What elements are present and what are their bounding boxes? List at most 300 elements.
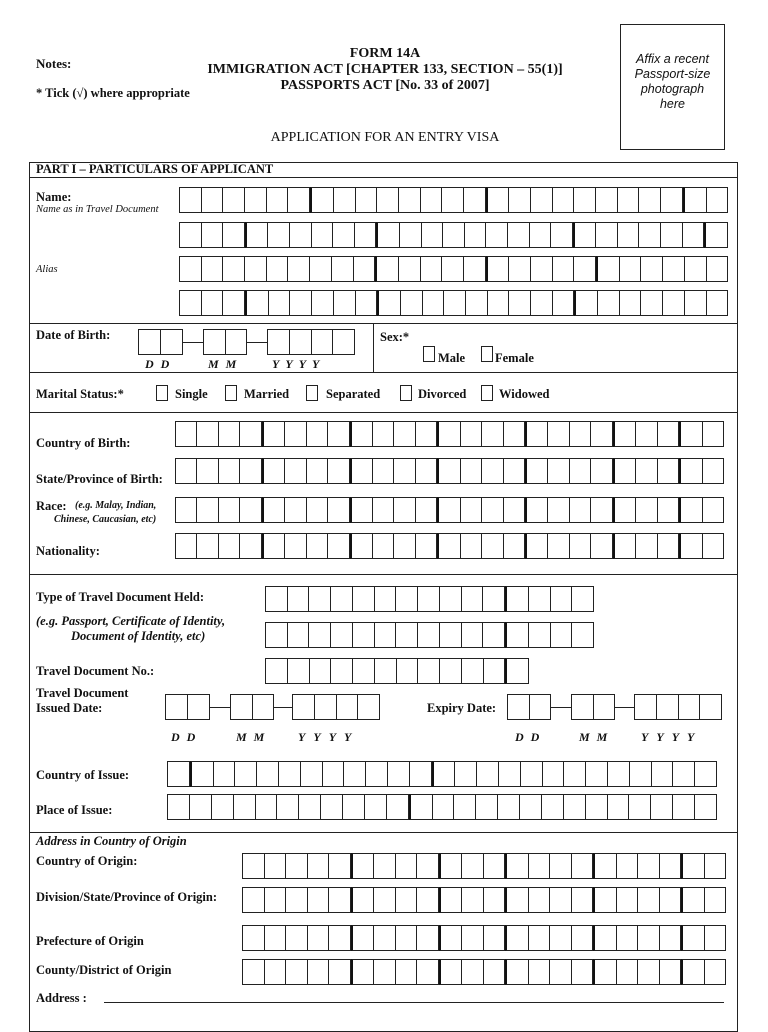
- marital-separated-checkbox[interactable]: [306, 385, 318, 401]
- character-box[interactable]: [343, 794, 365, 820]
- character-box[interactable]: [331, 586, 353, 612]
- character-box[interactable]: [440, 658, 462, 684]
- issued-year[interactable]: [292, 694, 380, 720]
- race-boxes[interactable]: [175, 497, 724, 523]
- character-box[interactable]: [509, 187, 531, 213]
- character-box[interactable]: [234, 794, 256, 820]
- character-box[interactable]: [505, 959, 529, 985]
- character-box[interactable]: [321, 794, 343, 820]
- character-box[interactable]: [530, 694, 552, 720]
- character-box[interactable]: [265, 887, 287, 913]
- character-box[interactable]: [707, 256, 729, 282]
- character-box[interactable]: [167, 761, 190, 787]
- character-box[interactable]: [269, 290, 291, 316]
- character-box[interactable]: [179, 187, 202, 213]
- character-box[interactable]: [525, 497, 548, 523]
- prefecture-boxes[interactable]: [242, 925, 726, 951]
- character-box[interactable]: [262, 497, 285, 523]
- division-boxes[interactable]: [242, 887, 726, 913]
- character-box[interactable]: [462, 925, 484, 951]
- character-box[interactable]: [267, 329, 290, 355]
- character-box[interactable]: [374, 853, 396, 879]
- character-box[interactable]: [681, 887, 705, 913]
- character-box[interactable]: [608, 794, 630, 820]
- character-box[interactable]: [570, 497, 591, 523]
- character-box[interactable]: [286, 925, 308, 951]
- sex-male-checkbox[interactable]: [423, 346, 435, 362]
- character-box[interactable]: [462, 853, 484, 879]
- character-box[interactable]: [350, 533, 373, 559]
- character-box[interactable]: [288, 256, 310, 282]
- character-box[interactable]: [418, 658, 440, 684]
- character-box[interactable]: [267, 256, 289, 282]
- character-box[interactable]: [617, 959, 639, 985]
- character-box[interactable]: [551, 222, 573, 248]
- character-box[interactable]: [543, 761, 565, 787]
- character-box[interactable]: [486, 256, 510, 282]
- character-box[interactable]: [288, 658, 310, 684]
- character-box[interactable]: [486, 187, 510, 213]
- character-box[interactable]: [464, 187, 486, 213]
- character-box[interactable]: [373, 533, 394, 559]
- character-box[interactable]: [256, 794, 278, 820]
- character-box[interactable]: [353, 658, 375, 684]
- character-box[interactable]: [652, 761, 674, 787]
- character-box[interactable]: [212, 794, 234, 820]
- character-box[interactable]: [286, 959, 308, 985]
- character-box[interactable]: [657, 694, 679, 720]
- character-box[interactable]: [462, 658, 484, 684]
- character-box[interactable]: [594, 694, 616, 720]
- character-box[interactable]: [572, 622, 594, 648]
- character-box[interactable]: [353, 586, 375, 612]
- character-box[interactable]: [484, 887, 506, 913]
- character-box[interactable]: [417, 959, 439, 985]
- character-box[interactable]: [397, 658, 419, 684]
- marital-divorced-checkbox[interactable]: [400, 385, 412, 401]
- character-box[interactable]: [312, 222, 334, 248]
- marital-widowed-checkbox[interactable]: [481, 385, 493, 401]
- character-box[interactable]: [219, 533, 240, 559]
- character-box[interactable]: [703, 533, 724, 559]
- character-box[interactable]: [312, 329, 334, 355]
- character-box[interactable]: [399, 256, 421, 282]
- character-box[interactable]: [593, 925, 617, 951]
- character-box[interactable]: [570, 458, 591, 484]
- character-box[interactable]: [564, 794, 586, 820]
- character-box[interactable]: [504, 458, 525, 484]
- character-box[interactable]: [288, 622, 310, 648]
- character-box[interactable]: [175, 421, 197, 447]
- character-box[interactable]: [197, 421, 218, 447]
- character-box[interactable]: [507, 694, 530, 720]
- character-box[interactable]: [572, 853, 594, 879]
- character-box[interactable]: [351, 887, 375, 913]
- character-box[interactable]: [437, 533, 460, 559]
- character-box[interactable]: [331, 622, 353, 648]
- character-box[interactable]: [617, 925, 639, 951]
- character-box[interactable]: [286, 853, 308, 879]
- character-box[interactable]: [484, 853, 506, 879]
- character-box[interactable]: [483, 622, 505, 648]
- character-box[interactable]: [439, 853, 463, 879]
- character-box[interactable]: [572, 925, 594, 951]
- character-box[interactable]: [465, 222, 487, 248]
- character-box[interactable]: [292, 694, 315, 720]
- character-box[interactable]: [484, 658, 506, 684]
- character-box[interactable]: [530, 222, 552, 248]
- character-box[interactable]: [617, 887, 639, 913]
- character-box[interactable]: [681, 853, 705, 879]
- character-box[interactable]: [203, 329, 226, 355]
- character-box[interactable]: [310, 256, 332, 282]
- character-box[interactable]: [179, 256, 202, 282]
- character-box[interactable]: [355, 222, 377, 248]
- character-box[interactable]: [235, 761, 257, 787]
- character-box[interactable]: [553, 290, 575, 316]
- character-box[interactable]: [165, 694, 188, 720]
- character-box[interactable]: [375, 586, 397, 612]
- country-birth-boxes[interactable]: [175, 421, 724, 447]
- character-box[interactable]: [329, 853, 351, 879]
- character-box[interactable]: [394, 458, 415, 484]
- character-box[interactable]: [550, 959, 572, 985]
- character-box[interactable]: [639, 187, 661, 213]
- issued-day[interactable]: [165, 694, 210, 720]
- character-box[interactable]: [550, 853, 572, 879]
- character-box[interactable]: [265, 658, 288, 684]
- character-box[interactable]: [553, 256, 575, 282]
- character-box[interactable]: [396, 925, 418, 951]
- expiry-day[interactable]: [507, 694, 551, 720]
- character-box[interactable]: [219, 421, 240, 447]
- character-box[interactable]: [440, 622, 462, 648]
- character-box[interactable]: [416, 458, 437, 484]
- character-box[interactable]: [253, 694, 275, 720]
- character-box[interactable]: [705, 959, 727, 985]
- character-box[interactable]: [197, 533, 218, 559]
- character-box[interactable]: [219, 497, 240, 523]
- character-box[interactable]: [598, 290, 620, 316]
- character-box[interactable]: [437, 497, 460, 523]
- character-box[interactable]: [223, 187, 245, 213]
- character-box[interactable]: [223, 222, 245, 248]
- character-box[interactable]: [636, 458, 657, 484]
- character-box[interactable]: [376, 222, 400, 248]
- character-box[interactable]: [591, 497, 612, 523]
- character-box[interactable]: [290, 329, 312, 355]
- character-box[interactable]: [663, 256, 685, 282]
- character-box[interactable]: [190, 761, 214, 787]
- character-box[interactable]: [498, 794, 520, 820]
- character-box[interactable]: [267, 187, 289, 213]
- character-box[interactable]: [358, 694, 380, 720]
- character-box[interactable]: [586, 761, 608, 787]
- character-box[interactable]: [290, 290, 312, 316]
- character-box[interactable]: [574, 256, 596, 282]
- character-box[interactable]: [505, 887, 529, 913]
- character-box[interactable]: [288, 187, 310, 213]
- character-box[interactable]: [505, 658, 529, 684]
- county-boxes[interactable]: [242, 959, 726, 985]
- character-box[interactable]: [223, 290, 245, 316]
- character-box[interactable]: [277, 794, 299, 820]
- character-box[interactable]: [312, 290, 334, 316]
- character-box[interactable]: [462, 586, 484, 612]
- character-box[interactable]: [608, 761, 630, 787]
- character-box[interactable]: [226, 329, 248, 355]
- alias-line-1[interactable]: [179, 256, 728, 282]
- character-box[interactable]: [374, 959, 396, 985]
- character-box[interactable]: [202, 256, 224, 282]
- character-box[interactable]: [265, 959, 287, 985]
- character-box[interactable]: [179, 290, 202, 316]
- character-box[interactable]: [175, 533, 197, 559]
- character-box[interactable]: [661, 222, 683, 248]
- character-box[interactable]: [704, 222, 728, 248]
- character-box[interactable]: [351, 925, 375, 951]
- state-birth-boxes[interactable]: [175, 458, 724, 484]
- character-box[interactable]: [265, 853, 287, 879]
- character-box[interactable]: [703, 497, 724, 523]
- character-box[interactable]: [705, 887, 727, 913]
- character-box[interactable]: [509, 290, 531, 316]
- character-box[interactable]: [660, 853, 682, 879]
- character-box[interactable]: [351, 959, 375, 985]
- character-box[interactable]: [439, 959, 463, 985]
- character-box[interactable]: [572, 586, 594, 612]
- character-box[interactable]: [437, 458, 460, 484]
- nationality-boxes[interactable]: [175, 533, 724, 559]
- character-box[interactable]: [553, 187, 575, 213]
- character-box[interactable]: [548, 497, 569, 523]
- character-box[interactable]: [333, 329, 355, 355]
- character-box[interactable]: [505, 853, 529, 879]
- character-box[interactable]: [240, 421, 261, 447]
- character-box[interactable]: [573, 222, 597, 248]
- character-box[interactable]: [265, 925, 287, 951]
- character-box[interactable]: [685, 290, 707, 316]
- character-box[interactable]: [245, 222, 269, 248]
- character-box[interactable]: [356, 290, 378, 316]
- character-box[interactable]: [613, 533, 636, 559]
- character-box[interactable]: [548, 458, 569, 484]
- character-box[interactable]: [308, 925, 330, 951]
- dob-month[interactable]: [203, 329, 247, 355]
- character-box[interactable]: [679, 497, 702, 523]
- character-box[interactable]: [268, 222, 290, 248]
- character-box[interactable]: [596, 256, 620, 282]
- character-box[interactable]: [350, 458, 373, 484]
- character-box[interactable]: [334, 290, 356, 316]
- character-box[interactable]: [328, 497, 349, 523]
- character-box[interactable]: [333, 222, 355, 248]
- character-box[interactable]: [484, 959, 506, 985]
- character-box[interactable]: [240, 497, 261, 523]
- character-box[interactable]: [462, 622, 484, 648]
- character-box[interactable]: [354, 256, 376, 282]
- character-box[interactable]: [394, 533, 415, 559]
- character-box[interactable]: [328, 421, 349, 447]
- character-box[interactable]: [525, 421, 548, 447]
- dob-year[interactable]: [267, 329, 355, 355]
- character-box[interactable]: [242, 887, 265, 913]
- character-box[interactable]: [285, 533, 306, 559]
- character-box[interactable]: [681, 959, 705, 985]
- character-box[interactable]: [175, 497, 197, 523]
- character-box[interactable]: [190, 794, 212, 820]
- character-box[interactable]: [571, 694, 594, 720]
- character-box[interactable]: [310, 658, 332, 684]
- character-box[interactable]: [455, 761, 477, 787]
- character-box[interactable]: [262, 421, 285, 447]
- character-box[interactable]: [188, 694, 210, 720]
- character-box[interactable]: [265, 622, 288, 648]
- character-box[interactable]: [262, 533, 285, 559]
- character-box[interactable]: [679, 694, 701, 720]
- character-box[interactable]: [591, 421, 612, 447]
- character-box[interactable]: [416, 421, 437, 447]
- character-box[interactable]: [437, 421, 460, 447]
- character-box[interactable]: [202, 290, 224, 316]
- character-box[interactable]: [301, 761, 323, 787]
- character-box[interactable]: [230, 694, 253, 720]
- character-box[interactable]: [328, 533, 349, 559]
- character-box[interactable]: [703, 458, 724, 484]
- character-box[interactable]: [482, 497, 503, 523]
- character-box[interactable]: [394, 497, 415, 523]
- character-box[interactable]: [307, 458, 328, 484]
- expiry-month[interactable]: [571, 694, 615, 720]
- character-box[interactable]: [262, 458, 285, 484]
- character-box[interactable]: [423, 290, 445, 316]
- country-origin-boxes[interactable]: [242, 853, 726, 879]
- character-box[interactable]: [344, 761, 366, 787]
- character-box[interactable]: [508, 222, 530, 248]
- travel-no-boxes[interactable]: [265, 658, 529, 684]
- character-box[interactable]: [660, 887, 682, 913]
- character-box[interactable]: [439, 925, 463, 951]
- character-box[interactable]: [679, 421, 702, 447]
- character-box[interactable]: [618, 187, 640, 213]
- marital-married-checkbox[interactable]: [225, 385, 237, 401]
- character-box[interactable]: [661, 187, 683, 213]
- character-box[interactable]: [329, 925, 351, 951]
- character-box[interactable]: [197, 497, 218, 523]
- character-box[interactable]: [223, 256, 245, 282]
- character-box[interactable]: [373, 458, 394, 484]
- alias-line-2[interactable]: [179, 290, 728, 316]
- place-issue-boxes[interactable]: [167, 794, 717, 820]
- character-box[interactable]: [433, 794, 455, 820]
- character-box[interactable]: [663, 290, 685, 316]
- character-box[interactable]: [651, 794, 673, 820]
- character-box[interactable]: [179, 222, 202, 248]
- character-box[interactable]: [374, 925, 396, 951]
- character-box[interactable]: [525, 458, 548, 484]
- character-box[interactable]: [432, 761, 456, 787]
- character-box[interactable]: [374, 887, 396, 913]
- character-box[interactable]: [257, 761, 279, 787]
- character-box[interactable]: [353, 622, 375, 648]
- character-box[interactable]: [658, 533, 679, 559]
- character-box[interactable]: [464, 256, 486, 282]
- character-box[interactable]: [593, 853, 617, 879]
- character-box[interactable]: [591, 458, 612, 484]
- character-box[interactable]: [285, 497, 306, 523]
- character-box[interactable]: [356, 187, 378, 213]
- character-box[interactable]: [482, 421, 503, 447]
- character-box[interactable]: [531, 187, 553, 213]
- character-box[interactable]: [673, 794, 695, 820]
- character-box[interactable]: [240, 533, 261, 559]
- character-box[interactable]: [409, 794, 433, 820]
- character-box[interactable]: [329, 959, 351, 985]
- character-box[interactable]: [245, 187, 267, 213]
- character-box[interactable]: [242, 925, 265, 951]
- character-box[interactable]: [620, 256, 642, 282]
- character-box[interactable]: [323, 761, 345, 787]
- character-box[interactable]: [591, 533, 612, 559]
- character-box[interactable]: [476, 794, 498, 820]
- character-box[interactable]: [286, 887, 308, 913]
- character-box[interactable]: [482, 533, 503, 559]
- character-box[interactable]: [308, 887, 330, 913]
- character-box[interactable]: [683, 222, 705, 248]
- character-box[interactable]: [488, 290, 510, 316]
- character-box[interactable]: [334, 187, 356, 213]
- character-box[interactable]: [418, 622, 440, 648]
- character-box[interactable]: [630, 761, 652, 787]
- character-box[interactable]: [396, 586, 418, 612]
- character-box[interactable]: [613, 458, 636, 484]
- character-box[interactable]: [529, 853, 551, 879]
- character-box[interactable]: [548, 421, 569, 447]
- character-box[interactable]: [638, 887, 660, 913]
- character-box[interactable]: [416, 497, 437, 523]
- character-box[interactable]: [421, 187, 443, 213]
- character-box[interactable]: [525, 533, 548, 559]
- name-line-2[interactable]: [179, 222, 728, 248]
- character-box[interactable]: [641, 256, 663, 282]
- character-box[interactable]: [700, 694, 722, 720]
- character-box[interactable]: [462, 887, 484, 913]
- character-box[interactable]: [695, 794, 717, 820]
- character-box[interactable]: [461, 421, 482, 447]
- character-box[interactable]: [679, 533, 702, 559]
- character-box[interactable]: [477, 761, 499, 787]
- character-box[interactable]: [529, 959, 551, 985]
- character-box[interactable]: [417, 925, 439, 951]
- character-box[interactable]: [529, 586, 551, 612]
- character-box[interactable]: [572, 887, 594, 913]
- character-box[interactable]: [443, 222, 465, 248]
- character-box[interactable]: [421, 256, 443, 282]
- character-box[interactable]: [309, 586, 331, 612]
- character-box[interactable]: [328, 458, 349, 484]
- character-box[interactable]: [416, 533, 437, 559]
- character-box[interactable]: [531, 256, 553, 282]
- character-box[interactable]: [586, 794, 608, 820]
- character-box[interactable]: [636, 421, 657, 447]
- character-box[interactable]: [279, 761, 301, 787]
- character-box[interactable]: [613, 497, 636, 523]
- character-box[interactable]: [531, 290, 553, 316]
- character-box[interactable]: [377, 290, 401, 316]
- issued-month[interactable]: [230, 694, 274, 720]
- character-box[interactable]: [440, 586, 462, 612]
- character-box[interactable]: [596, 187, 618, 213]
